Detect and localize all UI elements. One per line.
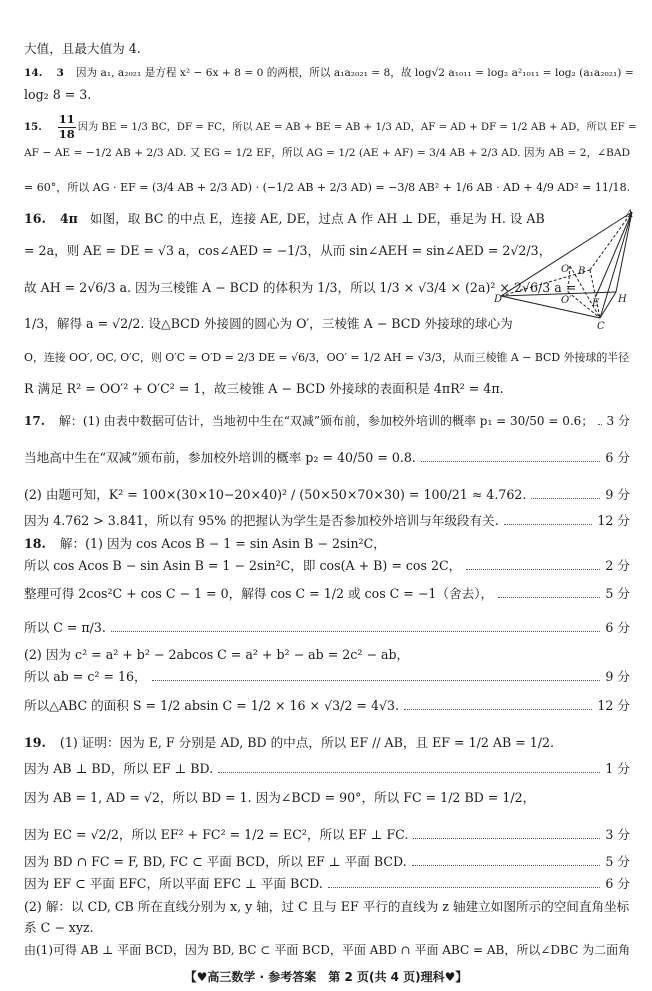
problem-19-line-2: 因为 AB ⊥ BD，所以 EF ⊥ BD. 1 分 bbox=[24, 761, 630, 776]
label-o: O bbox=[561, 264, 570, 275]
label-d: D bbox=[494, 294, 503, 305]
score-points: 3 分 bbox=[605, 827, 630, 842]
dot-leader bbox=[412, 865, 601, 866]
answer-fraction: $\frac{11}{18}$ bbox=[58, 112, 75, 141]
label-e: E bbox=[592, 298, 600, 309]
problem-number: 18. bbox=[24, 536, 46, 551]
edge-ca bbox=[600, 212, 632, 318]
problem-18-line-7: 所以△ABC 的面积 S = 1/2 absin C = 1/2 × 16 × √3/2 = 4√3. 12 分 bbox=[24, 698, 630, 713]
answer-value: 3 bbox=[56, 66, 64, 79]
problem-number: 16. bbox=[24, 211, 46, 226]
dot-leader bbox=[218, 772, 600, 773]
label-b: B bbox=[578, 266, 586, 277]
text-line: log₂ 8 = 3. bbox=[24, 87, 92, 102]
score-points: 1 分 bbox=[605, 761, 630, 776]
page-footer: 【♥高三数学 · 参考答案 第 2 页(共 4 页)理科♥】 bbox=[184, 970, 468, 984]
problem-19-line-6: 因为 EF ⊂ 平面 EFC，所以平面 EFC ⊥ 平面 BCD. 6 分 bbox=[24, 876, 630, 891]
problem-18-line-5: (2) 因为 c² = a² + b² − 2abcos C = a² + b² − ab = 2c² − ab， bbox=[24, 647, 410, 662]
dot-leader bbox=[504, 524, 593, 525]
edge-dh bbox=[501, 292, 616, 296]
problem-18-line-1: 18. 解：(1) 因为 cos Acos B − 1 = sin Asin B − 2sin²C， bbox=[24, 536, 386, 551]
problem-19-line-4: 因为 EC = √2/2，所以 EF² + FC² = 1/2 = EC²，所以 EF ⊥ FC. 3 分 bbox=[24, 827, 630, 842]
edge-ah bbox=[616, 212, 632, 292]
text-line: 故 AH = 2√6/3 a. 因为三棱锥 A − BCD 的体积为 1/3，所以 1/3 × √3/4 × (2a)² × 2√6/3 a = bbox=[24, 280, 577, 295]
dot-leader bbox=[466, 569, 600, 570]
text-line: 由(1)可得 AB ⊥ 平面 BCD，因为 BD, BC ⊂ 平面 BCD，平面 ABD ∩ 平面 ABC = AB，所以∠DBC 为二面角 bbox=[24, 943, 631, 957]
score-points: 12 分 bbox=[597, 698, 630, 713]
dot-leader bbox=[498, 597, 600, 598]
problem-18-line-6: 所以 ab = c² = 16， 9 分 bbox=[24, 669, 630, 684]
dot-leader bbox=[531, 498, 600, 499]
dot-leader bbox=[111, 631, 600, 632]
text-line: 大值，且最大值为 4. bbox=[24, 41, 141, 56]
problem-19-line-3: 因为 AB = 1, AD = √2，所以 BD = 1. 因为∠BCD = 90°，所以 FC = 1/2 BD = 1/2， bbox=[24, 790, 536, 805]
score-points: 2 分 bbox=[605, 558, 630, 573]
edge-da bbox=[501, 212, 632, 296]
score-points: 9 分 bbox=[605, 487, 630, 502]
problem-number: 14. bbox=[24, 66, 43, 79]
label-a: A bbox=[626, 209, 634, 220]
problem-17-line-3: (2) 由题可知，K² = 100×(30×10−20×40)² / (50×50×70×30) = 100/21 ≈ 4.762. 9 分 bbox=[24, 487, 630, 502]
problem-number: 19. bbox=[24, 735, 46, 750]
problem-17-line-1: 17. 解：(1) 由表中数据可估计，当地初中生在“双减”颁布前，参加校外培训的概率 p₁ = 30/50 = 0.6； 3 分 bbox=[24, 414, 630, 428]
dot-leader bbox=[152, 680, 601, 681]
dot-leader bbox=[413, 838, 600, 839]
label-c: C bbox=[597, 321, 605, 332]
problem-18-line-3: 整理可得 2cos²C + cos C − 1 = 0，解得 cos C = 1/2 或 cos C = −1（舍去）， 5 分 bbox=[24, 586, 630, 601]
problem-18-line-4: 所以 C = π/3. 6 分 bbox=[24, 620, 630, 635]
dot-leader bbox=[328, 887, 601, 888]
text-line: = 2a，则 AE = DE = √3 a，cos∠AED = −1/3，从而 sin∠AEH = sin∠AED = 2√2/3， bbox=[24, 243, 552, 258]
text-line: 1/3，解得 a = √2/2. 设△BCD 外接圆的圆心为 O′，三棱锥 A − BCD 外接球的球心为 bbox=[24, 316, 513, 331]
tetrahedron-figure bbox=[494, 208, 640, 332]
hidden-edge-db bbox=[501, 270, 590, 296]
text-line: R 满足 R² = OO′² + O′C² = 1，故三棱锥 A − BCD 外接球的表面积是 4πR² = 4π. bbox=[24, 381, 504, 396]
score-points: 5 分 bbox=[605, 854, 630, 869]
score-points: 6 分 bbox=[605, 876, 630, 891]
answer-value: 4π bbox=[59, 211, 78, 226]
text-line: 系 C − xyz. bbox=[24, 920, 94, 935]
text-line: = 60°，所以 AG · EF = (3/4 AB + 2/3 AD) · (−1/2 AB + 2/3 AD) = −3/8 AB² + 1/6 AB · AD + 4/9 AD² = 11/18. bbox=[24, 181, 631, 194]
score-points: 3 分 bbox=[606, 414, 630, 428]
edge-ae bbox=[596, 212, 632, 296]
text-line: O，连接 OO′, OC, O′C，则 O′C = O′D = 2/3 DE = √6/3，OO′ = 1/2 AH = √3/3，从而三棱锥 A − BCD 外接球的半径 bbox=[24, 351, 630, 364]
score-points: 6 分 bbox=[605, 450, 630, 465]
problem-16: 16. 4π 如图，取 BC 的中点 E，连接 AE, DE，过点 A 作 AH ⊥ DE，垂足为 H. 设 AB bbox=[24, 211, 545, 226]
score-points: 5 分 bbox=[605, 586, 630, 601]
text-line: AF − AE = −1/2 AB + 2/3 AD. 又 EG = 1/2 EF，所以 AG = 1/2 (AE + AF) = 3/4 AB + 2/3 AD. 因为 AB = 2，∠BAD bbox=[24, 146, 631, 159]
score-points: 6 分 bbox=[605, 620, 630, 635]
problem-number: 17. bbox=[24, 414, 45, 428]
text-line: (2) 解：以 CD, CB 所在直线分别为 x, y 轴，过 C 且与 EF 平行的直线为 z 轴建立如图所示的空间直角坐标 bbox=[24, 899, 630, 914]
score-points: 12 分 bbox=[597, 513, 630, 528]
label-h: H bbox=[618, 294, 627, 305]
dot-leader bbox=[404, 709, 592, 710]
problem-14: 14. 3 因为 a₁, a₂₀₂₁ 是方程 x² − 6x + 8 = 0 的两根，所以 a₁a₂₀₂₁ = 8，故 log√2 a₁₀₁₁ = log₂ a²₁₀₁₁ = log₂ (a₁a₂₀₂₁) = bbox=[24, 66, 634, 79]
problem-19-line-1: 19. (1) 证明：因为 E, F 分别是 AD, BD 的中点，所以 EF // AB，且 EF = 1/2 AB = 1/2. bbox=[24, 735, 555, 750]
problem-19-line-5: 因为 BD ∩ FC = F, BD, FC ⊂ 平面 BCD，所以 EF ⊥ 平面 BCD. 5 分 bbox=[24, 854, 630, 869]
edge-dc bbox=[501, 296, 600, 318]
problem-15: 15. $\frac{11}{18}$ 因为 BE = 1/3 BC，DF = FC，所以 AE = AB + BE = AB + 1/3 AD，AF = AD + DF = 1/2 AB + AD，所以 EF = bbox=[24, 112, 637, 141]
problem-number: 15. bbox=[24, 121, 42, 133]
dot-leader bbox=[598, 424, 601, 425]
dot-leader bbox=[421, 461, 600, 462]
score-points: 9 分 bbox=[605, 669, 630, 684]
problem-17-line-2: 当地高中生在“双减”颁布前，参加校外培训的概率 p₂ = 40/50 = 0.8. 6 分 bbox=[24, 450, 630, 465]
problem-17-line-4: 因为 4.762 > 3.841，所以有 95% 的把握认为学生是否参加校外培训与年级段有关. 12 分 bbox=[24, 513, 630, 528]
label-o-prime: O′ bbox=[561, 295, 572, 306]
problem-18-line-2: 所以 cos Acos B − sin Asin B = 1 − 2sin²C，即 cos(A + B) = cos 2C， 2 分 bbox=[24, 558, 630, 573]
edge-ch bbox=[600, 292, 616, 318]
